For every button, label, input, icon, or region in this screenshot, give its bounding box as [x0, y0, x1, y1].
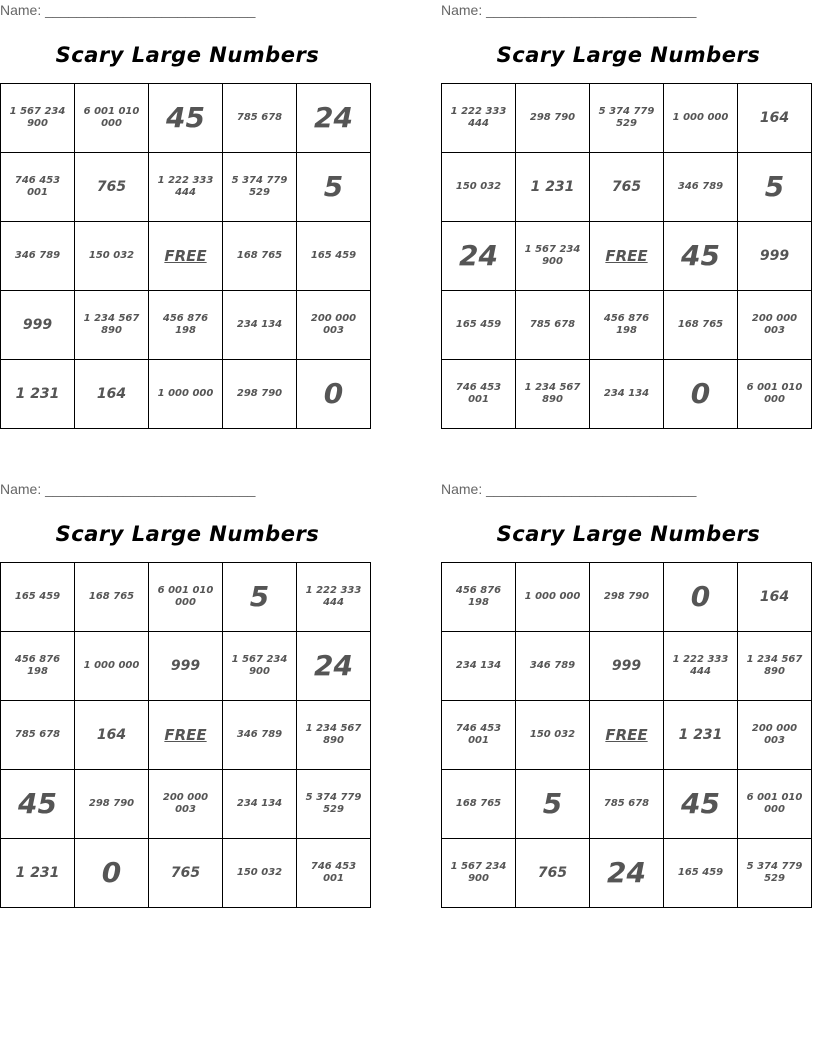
number-cell: 45 [664, 222, 738, 291]
number-cell: 164 [75, 701, 149, 770]
number-cell: 746 453 001 [297, 839, 371, 908]
grid-row [442, 153, 812, 222]
number-cell: 765 [516, 839, 590, 908]
number-cell: 200 000 003 [738, 701, 812, 770]
number-cell: 785 678 [223, 84, 297, 153]
bingo-card-1 [0, 0, 375, 434]
grid-row [1, 839, 371, 908]
number-cell: 298 790 [516, 84, 590, 153]
free-space-cell: FREE [590, 222, 664, 291]
number-cell: 1 567 234 900 [442, 839, 516, 908]
number-cell: 165 459 [1, 563, 75, 632]
grid-row [442, 563, 812, 632]
number-cell: 0 [75, 839, 149, 908]
number-cell: 234 134 [223, 770, 297, 839]
number-cell: 24 [297, 632, 371, 701]
number-cell: 234 134 [590, 360, 664, 429]
number-cell: 168 765 [664, 291, 738, 360]
number-cell: 165 459 [297, 222, 371, 291]
number-cell: 346 789 [664, 153, 738, 222]
number-cell: 746 453 001 [442, 701, 516, 770]
number-cell: 6 001 010 000 [149, 563, 223, 632]
number-cell: 150 032 [516, 701, 590, 770]
name-field: Name: ___________________________ [0, 481, 256, 497]
number-cell: 1 234 567 890 [297, 701, 371, 770]
number-cell: 6 001 010 000 [738, 770, 812, 839]
bingo-card-2 [441, 0, 816, 434]
number-cell: 765 [75, 153, 149, 222]
number-cell: 168 765 [75, 563, 149, 632]
number-cell: 765 [590, 153, 664, 222]
card-title: Scary Large Numbers [496, 43, 761, 67]
card-title: Scary Large Numbers [55, 522, 320, 546]
number-cell: 785 678 [516, 291, 590, 360]
bingo-grid [441, 562, 812, 908]
card-title: Scary Large Numbers [496, 522, 761, 546]
number-cell: 164 [738, 84, 812, 153]
number-cell: 0 [664, 563, 738, 632]
number-cell: 1 000 000 [664, 84, 738, 153]
number-cell: 24 [297, 84, 371, 153]
number-cell: 456 876 198 [149, 291, 223, 360]
number-cell: 1 231 [1, 360, 75, 429]
bingo-card-3 [0, 479, 375, 913]
number-cell: 1 222 333 444 [664, 632, 738, 701]
number-cell: 456 876 198 [1, 632, 75, 701]
number-cell: 164 [75, 360, 149, 429]
number-cell: 999 [1, 291, 75, 360]
number-cell: 785 678 [1, 701, 75, 770]
number-cell: 456 876 198 [442, 563, 516, 632]
free-space-cell: FREE [149, 701, 223, 770]
number-cell: 1 567 234 900 [1, 84, 75, 153]
number-cell: 999 [590, 632, 664, 701]
number-cell: 150 032 [75, 222, 149, 291]
free-space-cell: FREE [149, 222, 223, 291]
number-cell: 200 000 003 [297, 291, 371, 360]
number-cell: 45 [149, 84, 223, 153]
bingo-card-4 [441, 479, 816, 913]
bingo-grid [0, 83, 371, 429]
number-cell: 456 876 198 [590, 291, 664, 360]
free-space-cell: FREE [590, 701, 664, 770]
number-cell: 200 000 003 [738, 291, 812, 360]
number-cell: 5 374 779 529 [297, 770, 371, 839]
number-cell: 45 [1, 770, 75, 839]
number-cell: 6 001 010 000 [738, 360, 812, 429]
number-cell: 1 000 000 [516, 563, 590, 632]
number-cell: 200 000 003 [149, 770, 223, 839]
grid-row [442, 701, 812, 770]
number-cell: 1 000 000 [75, 632, 149, 701]
number-cell: 1 222 333 444 [297, 563, 371, 632]
number-cell: 168 765 [442, 770, 516, 839]
number-cell: 150 032 [223, 839, 297, 908]
grid-row [442, 770, 812, 839]
number-cell: 346 789 [516, 632, 590, 701]
number-cell: 999 [738, 222, 812, 291]
number-cell: 5 [223, 563, 297, 632]
grid-row [1, 701, 371, 770]
number-cell: 1 222 333 444 [149, 153, 223, 222]
number-cell: 1 234 567 890 [738, 632, 812, 701]
number-cell: 298 790 [223, 360, 297, 429]
number-cell: 24 [442, 222, 516, 291]
number-cell: 5 [297, 153, 371, 222]
grid-row [1, 222, 371, 291]
grid-row [442, 222, 812, 291]
number-cell: 1 231 [664, 701, 738, 770]
number-cell: 0 [664, 360, 738, 429]
grid-row [442, 839, 812, 908]
number-cell: 746 453 001 [1, 153, 75, 222]
number-cell: 298 790 [75, 770, 149, 839]
grid-row [1, 360, 371, 429]
number-cell: 164 [738, 563, 812, 632]
number-cell: 1 231 [1, 839, 75, 908]
number-cell: 168 765 [223, 222, 297, 291]
number-cell: 6 001 010 000 [75, 84, 149, 153]
bingo-grid [441, 83, 812, 429]
number-cell: 5 374 779 529 [223, 153, 297, 222]
number-cell: 165 459 [442, 291, 516, 360]
number-cell: 165 459 [664, 839, 738, 908]
number-cell: 5 374 779 529 [738, 839, 812, 908]
number-cell: 746 453 001 [442, 360, 516, 429]
card-title: Scary Large Numbers [55, 43, 320, 67]
grid-row [1, 84, 371, 153]
number-cell: 1 567 234 900 [516, 222, 590, 291]
number-cell: 1 222 333 444 [442, 84, 516, 153]
grid-row [1, 632, 371, 701]
grid-row [1, 153, 371, 222]
number-cell: 0 [297, 360, 371, 429]
grid-row [442, 84, 812, 153]
grid-row [1, 291, 371, 360]
number-cell: 765 [149, 839, 223, 908]
number-cell: 785 678 [590, 770, 664, 839]
grid-row [442, 291, 812, 360]
grid-row [442, 360, 812, 429]
number-cell: 150 032 [442, 153, 516, 222]
number-cell: 5 374 779 529 [590, 84, 664, 153]
number-cell: 346 789 [223, 701, 297, 770]
number-cell: 5 [738, 153, 812, 222]
number-cell: 234 134 [442, 632, 516, 701]
grid-row [1, 563, 371, 632]
number-cell: 298 790 [590, 563, 664, 632]
number-cell: 999 [149, 632, 223, 701]
name-field: Name: ___________________________ [441, 2, 697, 18]
number-cell: 24 [590, 839, 664, 908]
number-cell: 45 [664, 770, 738, 839]
number-cell: 1 234 567 890 [516, 360, 590, 429]
grid-row [442, 632, 812, 701]
number-cell: 346 789 [1, 222, 75, 291]
number-cell: 234 134 [223, 291, 297, 360]
name-field: Name: ___________________________ [0, 2, 256, 18]
number-cell: 1 567 234 900 [223, 632, 297, 701]
number-cell: 1 000 000 [149, 360, 223, 429]
number-cell: 1 234 567 890 [75, 291, 149, 360]
number-cell: 1 231 [516, 153, 590, 222]
number-cell: 5 [516, 770, 590, 839]
bingo-grid [0, 562, 371, 908]
grid-row [1, 770, 371, 839]
name-field: Name: ___________________________ [441, 481, 697, 497]
